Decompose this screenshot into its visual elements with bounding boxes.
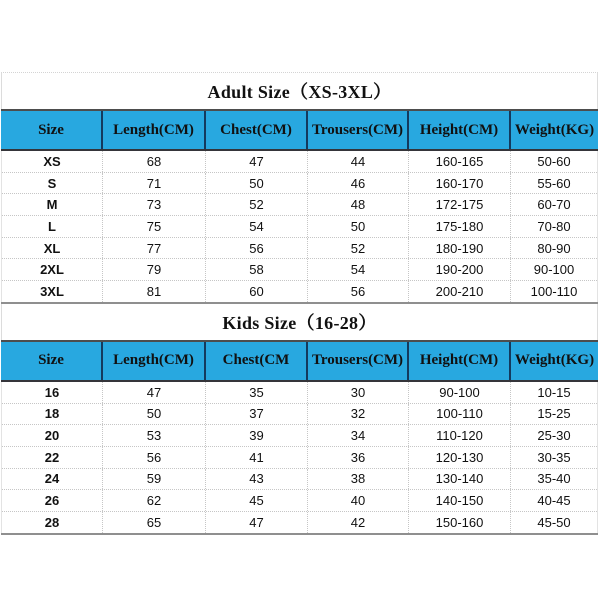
value-cell: 36: [307, 447, 408, 468]
value-cell: 56: [102, 447, 205, 468]
value-cell: 190-200: [408, 259, 510, 280]
value-cell: 15-25: [510, 404, 597, 425]
value-cell: 77: [102, 238, 205, 259]
value-cell: 34: [307, 425, 408, 446]
adult-table-title: Adult Size（XS-3XL）: [1, 72, 598, 109]
value-cell: 50-60: [510, 151, 597, 172]
value-cell: 39: [205, 425, 307, 446]
value-cell: 41: [205, 447, 307, 468]
column-header: Height(CM): [407, 111, 509, 149]
value-cell: 42: [307, 512, 408, 533]
column-header: Weight(KG): [509, 342, 598, 380]
value-cell: 56: [205, 238, 307, 259]
value-cell: 48: [307, 194, 408, 215]
table-row: [2, 446, 597, 468]
size-chart-sheet: [1, 72, 598, 535]
value-cell: 35-40: [510, 469, 597, 490]
value-cell: 80-90: [510, 238, 597, 259]
value-cell: 45-50: [510, 512, 597, 533]
value-cell: 100-110: [408, 404, 510, 425]
adult-size-table: [1, 72, 598, 302]
value-cell: 10-15: [510, 382, 597, 403]
size-cell: 16: [44, 384, 60, 400]
size-cell: 28: [44, 514, 60, 530]
column-header: Trousers(CM): [306, 111, 407, 149]
value-cell: 58: [205, 259, 307, 280]
column-header: Size: [38, 352, 64, 369]
size-cell: M: [46, 197, 58, 213]
value-cell: 40-45: [510, 490, 597, 511]
kids-table-title: Kids Size（16-28）: [1, 304, 598, 340]
value-cell: 37: [205, 404, 307, 425]
size-cell: 22: [44, 449, 60, 465]
value-cell: 47: [205, 512, 307, 533]
table-row: [2, 280, 597, 302]
value-cell: 160-170: [408, 173, 510, 194]
value-cell: 38: [307, 469, 408, 490]
size-cell: XS: [43, 153, 61, 169]
value-cell: 200-210: [408, 281, 510, 302]
value-cell: 180-190: [408, 238, 510, 259]
size-cell: 20: [44, 428, 60, 444]
table-row: [2, 424, 597, 446]
value-cell: 59: [102, 469, 205, 490]
table-row: [2, 468, 597, 490]
column-header: Trousers(CM): [306, 342, 407, 380]
value-cell: 90-100: [510, 259, 597, 280]
value-cell: 35: [205, 382, 307, 403]
table-row: [2, 151, 597, 172]
value-cell: 47: [205, 151, 307, 172]
table-row: [2, 172, 597, 194]
table-row: [2, 258, 597, 280]
column-header: Height(CM): [407, 342, 509, 380]
value-cell: 79: [102, 259, 205, 280]
value-cell: 175-180: [408, 216, 510, 237]
value-cell: 90-100: [408, 382, 510, 403]
column-header: Length(CM): [101, 342, 204, 380]
value-cell: 68: [102, 151, 205, 172]
table-row: [2, 489, 597, 511]
value-cell: 110-120: [408, 425, 510, 446]
table-row: [2, 403, 597, 425]
size-cell: 26: [44, 493, 60, 509]
value-cell: 130-140: [408, 469, 510, 490]
size-cell: 18: [44, 406, 60, 422]
adult-table-header-row: [1, 109, 598, 151]
value-cell: 50: [102, 404, 205, 425]
column-header: Chest(CM): [204, 111, 306, 149]
value-cell: 52: [307, 238, 408, 259]
value-cell: 45: [205, 490, 307, 511]
value-cell: 52: [205, 194, 307, 215]
value-cell: 100-110: [510, 281, 597, 302]
table-row: [2, 237, 597, 259]
table-bottom-border: [1, 533, 598, 535]
value-cell: 50: [205, 173, 307, 194]
size-cell: 24: [44, 471, 60, 487]
value-cell: 150-160: [408, 512, 510, 533]
size-cell: 3XL: [40, 283, 64, 299]
value-cell: 172-175: [408, 194, 510, 215]
value-cell: 54: [205, 216, 307, 237]
value-cell: 81: [102, 281, 205, 302]
value-cell: 32: [307, 404, 408, 425]
value-cell: 44: [307, 151, 408, 172]
size-cell: XL: [43, 240, 61, 256]
table-row: [2, 382, 597, 403]
value-cell: 140-150: [408, 490, 510, 511]
value-cell: 55-60: [510, 173, 597, 194]
size-cell: S: [47, 175, 57, 191]
kids-table-body: [1, 382, 598, 533]
value-cell: 25-30: [510, 425, 597, 446]
adult-table-body: [1, 151, 598, 302]
value-cell: 73: [102, 194, 205, 215]
column-header: Weight(KG): [509, 111, 598, 149]
column-header: Chest(CM: [204, 342, 306, 380]
value-cell: 60: [205, 281, 307, 302]
column-header: Length(CM): [101, 111, 204, 149]
value-cell: 46: [307, 173, 408, 194]
value-cell: 47: [102, 382, 205, 403]
value-cell: 54: [307, 259, 408, 280]
value-cell: 120-130: [408, 447, 510, 468]
size-cell: 2XL: [40, 262, 64, 278]
column-header: Size: [38, 121, 64, 138]
value-cell: 40: [307, 490, 408, 511]
value-cell: 75: [102, 216, 205, 237]
value-cell: 56: [307, 281, 408, 302]
value-cell: 53: [102, 425, 205, 446]
value-cell: 70-80: [510, 216, 597, 237]
value-cell: 30-35: [510, 447, 597, 468]
value-cell: 62: [102, 490, 205, 511]
kids-size-table: [1, 304, 598, 533]
value-cell: 43: [205, 469, 307, 490]
value-cell: 30: [307, 382, 408, 403]
value-cell: 160-165: [408, 151, 510, 172]
table-row: [2, 215, 597, 237]
value-cell: 71: [102, 173, 205, 194]
kids-table-header-row: [1, 340, 598, 382]
value-cell: 50: [307, 216, 408, 237]
table-row: [2, 193, 597, 215]
size-cell: L: [48, 218, 56, 234]
value-cell: 60-70: [510, 194, 597, 215]
value-cell: 65: [102, 512, 205, 533]
table-row: [2, 511, 597, 533]
